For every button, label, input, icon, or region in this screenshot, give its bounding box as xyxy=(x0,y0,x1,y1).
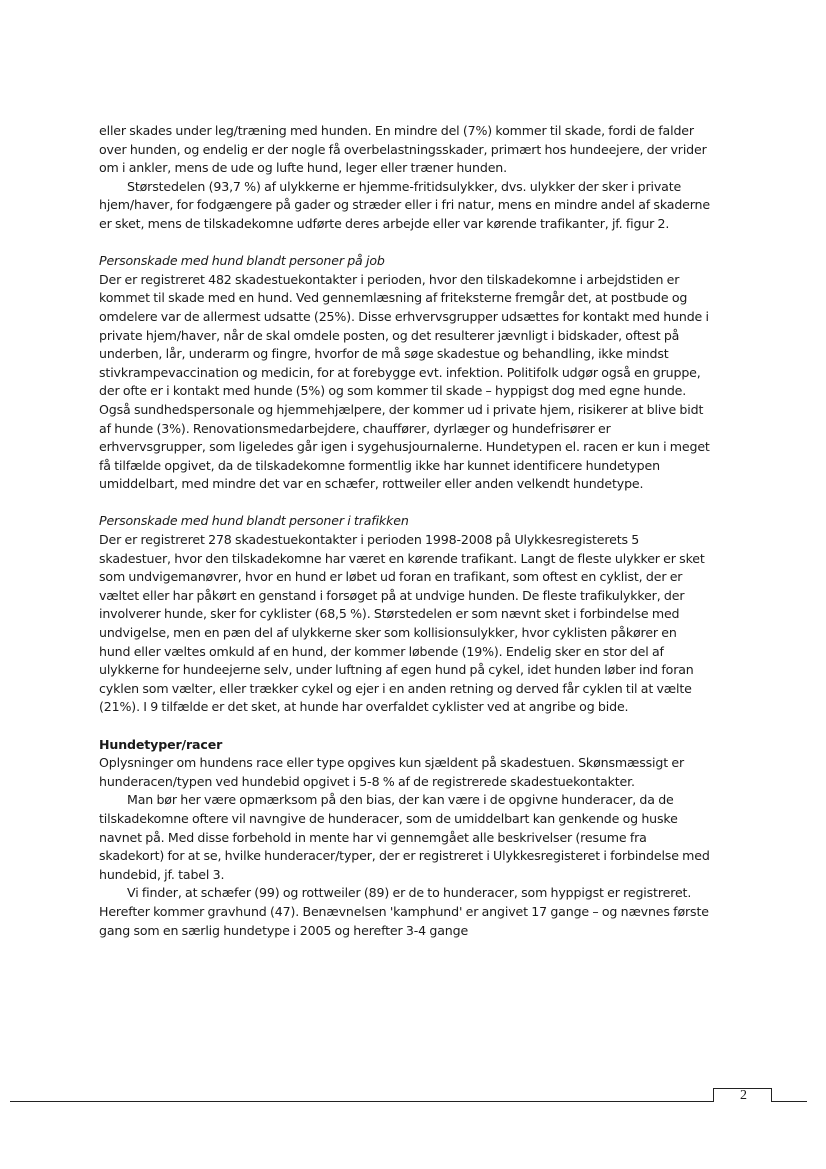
footer-rule xyxy=(10,1101,713,1102)
paragraph: Der er registreret 482 skadestuekontakter i perioden, hvor den tilskadekomne i arbejdstiden er kommet til skade med en hund. Ved gennemlæsning af friteksterne fremgår det, at postbude og omdelere var de allermest udsatte (25%). Disse erhvervsgrupper udsættes for kontakt med hunde i private hjem/haver, når de skal omdele posten, og det resulterer jævnligt i bidskader, oftest på underben, lår, underarm og fingre, hvorfor de må søge skadestue og behandling, ikke mindst stivkrampevaccination og medicin, for at forebygge evt. infektion. Politifolk udgør også en gruppe, der ofte er i kontakt med hunde (5%) og som kommer til skade – hyppigst dog med egne hunde. Også sundhedspersonale og hjemmehjælpere, der kommer ud i private hjem, risikerer at blive bidt af hunde (3%). Renovationsmedarbejdere, chauffører, dyrlæger og hundefrisører er erhvervsgrupper, som ligeledes går igen i sygehusjournalerne. Hundetypen el. racen er kun i meget få tilfælde opgivet, da de tilskadekomne formentlig ikke har kunnet identificere hundetypen umiddelbart, med mindre det var en schæfer, rottweiler eller anden velkendt hundetype. xyxy=(99,271,710,492)
document-body xyxy=(99,122,711,940)
paragraph: Størstedelen (93,7 %) af ulykkerne er hjemme-fritidsulykker, dvs. ulykker der sker i private hjem/haver, for fodgængere på gader og stræder eller i fri natur, mens en mindre andel af skaderne er sket, mens de tilskadekomne udførte deres arbejde eller var kørende trafikanter, jf. figur 2. xyxy=(99,178,710,231)
subheading-job: Personskade med hund blandt personer på job xyxy=(99,253,385,269)
paragraph: Vi finder, at schæfer (99) og rottweiler (89) er de to hunderacer, som hyppigst er registreret. Herefter kommer gravhund (47). Benævnelsen 'kamphund' er angivet 17 gange – og nævnes første gang som en særlig hundetype i 2005 og herefter 3-4 gange xyxy=(99,885,709,938)
paragraph: Man bør her være opmærksom på den bias, der kan være i de opgivne hunderacer, da de tilskadekomne oftere vil navngive de hunderacer, som de umiddelbart kan genkende og huske navnet på. Med disse forbehold in mente har vi gennemgået alle beskrivelser (resume fra skadekort) for at se, hvilke hunderacer/typer, der er registreret i Ulykkesregisteret i forbindelse med hundebid, jf. tabel 3. xyxy=(99,792,710,882)
page-number: 2 xyxy=(740,1088,747,1103)
section-heading: Hundetyper/racer xyxy=(99,736,223,752)
footer-rule-right xyxy=(771,1101,807,1102)
paragraph: Oplysninger om hundens race eller type opgives kun sjældent på skadestuen. Skønsmæssigt er hunderacen/typen ved hundebid opgivet i 5-8 % af de registrerede skadestuekontakter. xyxy=(99,755,684,789)
paragraph: eller skades under leg/træning med hunden. En mindre del (7%) kommer til skade, fordi de falder over hunden, og endelig er der nogle få overbelastningsskader, primært hos hundeejere, der vrider om i ankler, mens de ude og lufte hund, leger eller træner hunden. xyxy=(99,123,707,176)
subheading-traffic: Personskade med hund blandt personer i trafikken xyxy=(99,513,409,529)
paragraph: Der er registreret 278 skadestuekontakter i perioden 1998-2008 på Ulykkesregisterets 5 skadestuer, hvor den tilskadekomne har været en kørende trafikant. Langt de fleste ulykker er sket som undvigemanøvrer, hvor en hund er løbet ud foran en trafikant, som oftest en cyklist, der er væltet eller har påkørt en genstand i forsøget på at undvige hunden. De fleste trafikulykker, der involverer hunde, sker for cyklister (68,5 %). Størstedelen er som nævnt sket i forbindelse med undvigelse, men en pæn del af ulykkerne sker som kollisionsulykker, hvor cyklisten påkører en hund eller væltes omkuld af en hund, der kommer løbende (19%). Endelig sker en stor del af ulykkerne for hundeejerne selv, under luftning af egen hund på cykel, idet hunden løber ind foran cyklen som vælter, eller trækker cykel og ejer i en anden retning og derved får cyklen til at vælte (21%). I 9 tilfælde er det sket, at hunde har overfaldet cyklister ved at angribe og bide. xyxy=(99,532,705,715)
